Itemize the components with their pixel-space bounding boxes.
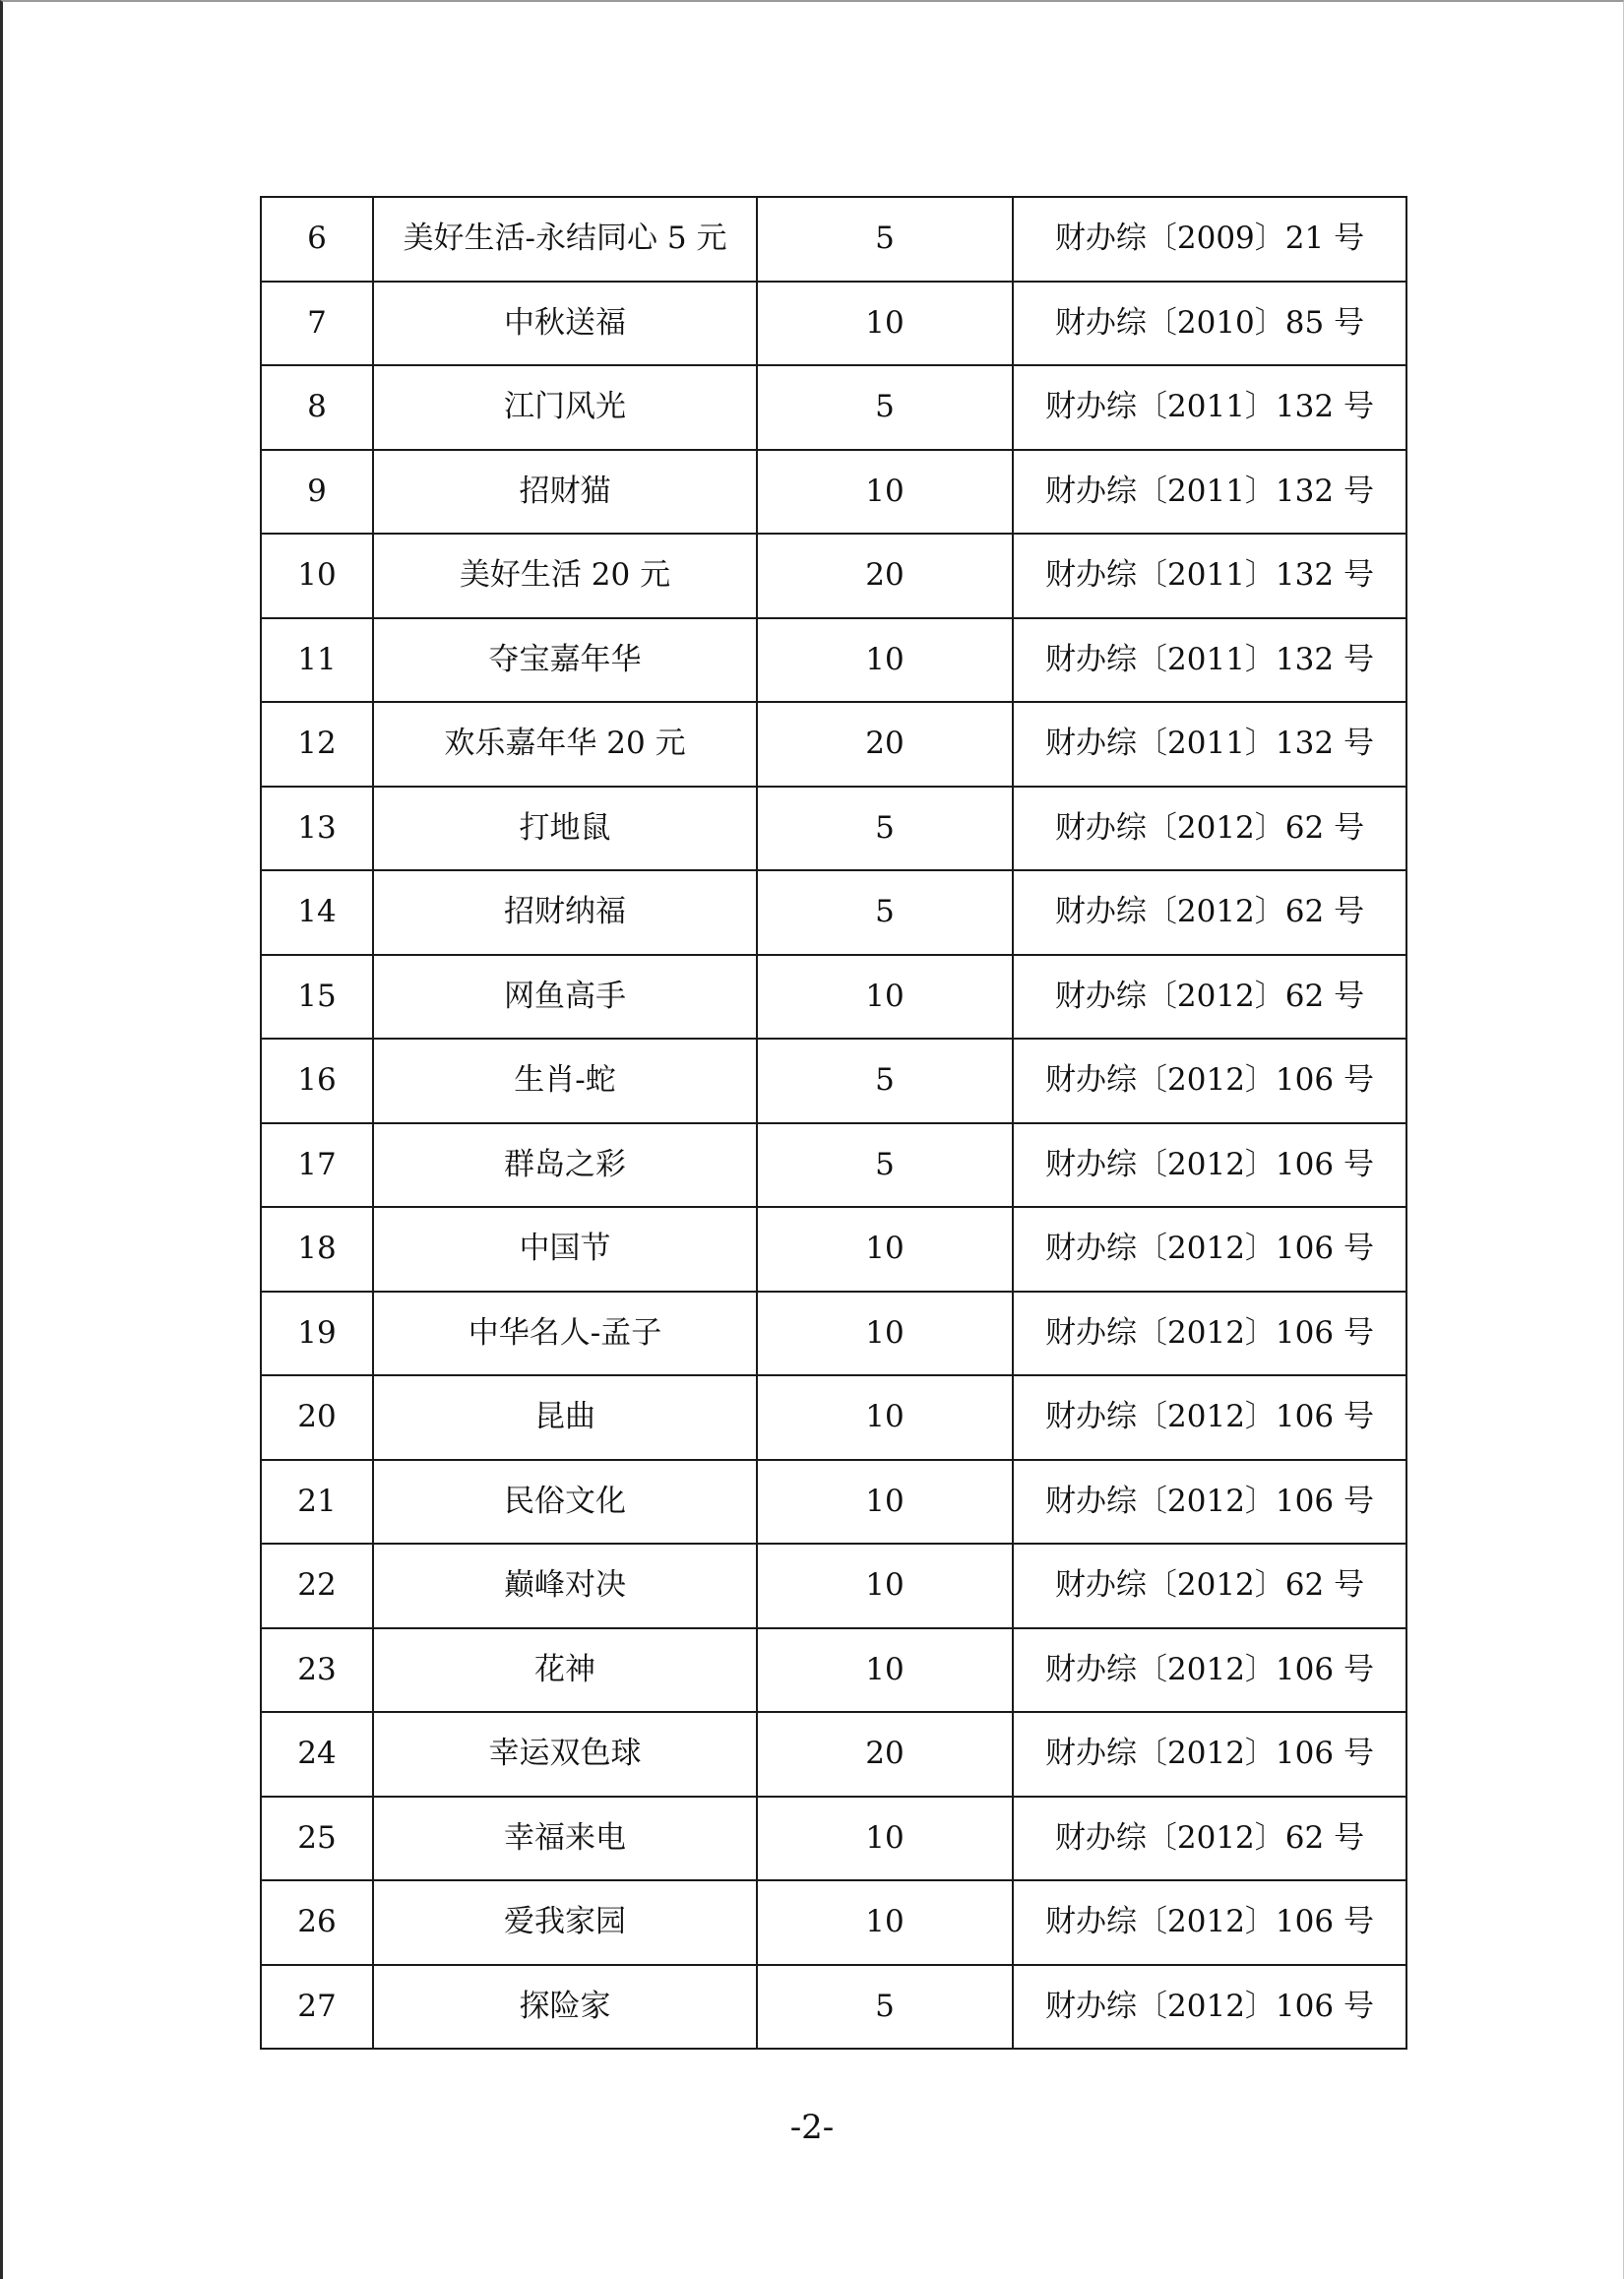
table-row — [261, 702, 1406, 787]
cell-document-ref: 财办综〔2012〕62 号 — [1013, 1797, 1406, 1881]
table-row — [261, 1544, 1406, 1628]
table-row — [261, 365, 1406, 450]
cell-name: 美好生活 20 元 — [373, 534, 757, 618]
cell-number: 11 — [261, 618, 373, 703]
cell-number: 6 — [261, 197, 373, 282]
cell-document-ref: 财办综〔2012〕106 号 — [1013, 1965, 1406, 2050]
cell-value: 10 — [757, 1375, 1013, 1460]
cell-name: 江门风光 — [373, 365, 757, 450]
table-row — [261, 787, 1406, 871]
cell-value: 10 — [757, 1797, 1013, 1881]
cell-name: 爱我家园 — [373, 1880, 757, 1965]
cell-document-ref: 财办综〔2012〕62 号 — [1013, 955, 1406, 1040]
cell-name: 欢乐嘉年华 20 元 — [373, 702, 757, 787]
table-body — [261, 197, 1406, 2049]
cell-value: 10 — [757, 1292, 1013, 1376]
cell-value: 5 — [757, 787, 1013, 871]
cell-value: 5 — [757, 197, 1013, 282]
cell-value: 5 — [757, 1039, 1013, 1123]
cell-name: 生肖-蛇 — [373, 1039, 757, 1123]
cell-number: 16 — [261, 1039, 373, 1123]
cell-document-ref: 财办综〔2012〕106 号 — [1013, 1712, 1406, 1797]
cell-name: 网鱼高手 — [373, 955, 757, 1040]
cell-number: 18 — [261, 1207, 373, 1292]
cell-document-ref: 财办综〔2011〕132 号 — [1013, 450, 1406, 535]
cell-number: 24 — [261, 1712, 373, 1797]
cell-name: 中秋送福 — [373, 282, 757, 366]
cell-number: 20 — [261, 1375, 373, 1460]
cell-document-ref: 财办综〔2012〕106 号 — [1013, 1460, 1406, 1545]
cell-number: 19 — [261, 1292, 373, 1376]
cell-value: 5 — [757, 1123, 1013, 1208]
cell-number: 8 — [261, 365, 373, 450]
cell-document-ref: 财办综〔2012〕106 号 — [1013, 1628, 1406, 1713]
cell-name: 昆曲 — [373, 1375, 757, 1460]
cell-value: 20 — [757, 1712, 1013, 1797]
cell-number: 22 — [261, 1544, 373, 1628]
cell-number: 25 — [261, 1797, 373, 1881]
table-row — [261, 870, 1406, 955]
cell-document-ref: 财办综〔2012〕106 号 — [1013, 1292, 1406, 1376]
table-row — [261, 534, 1406, 618]
cell-name: 招财猫 — [373, 450, 757, 535]
table-row — [261, 282, 1406, 366]
table-row — [261, 1712, 1406, 1797]
cell-document-ref: 财办综〔2011〕132 号 — [1013, 365, 1406, 450]
cell-value: 10 — [757, 1460, 1013, 1545]
table-row — [261, 1039, 1406, 1123]
cell-value: 10 — [757, 282, 1013, 366]
cell-name: 美好生活-永结同心 5 元 — [373, 197, 757, 282]
cell-value: 10 — [757, 955, 1013, 1040]
cell-number: 21 — [261, 1460, 373, 1545]
cell-name: 民俗文化 — [373, 1460, 757, 1545]
cell-value: 20 — [757, 702, 1013, 787]
lottery-table — [260, 196, 1407, 2050]
cell-number: 27 — [261, 1965, 373, 2050]
cell-document-ref: 财办综〔2012〕106 号 — [1013, 1375, 1406, 1460]
page-number: -2- — [789, 2108, 835, 2147]
cell-name: 中华名人-孟子 — [373, 1292, 757, 1376]
table-row — [261, 1965, 1406, 2050]
cell-value: 10 — [757, 1628, 1013, 1713]
cell-value: 10 — [757, 1880, 1013, 1965]
cell-name: 探险家 — [373, 1965, 757, 2050]
table-row — [261, 955, 1406, 1040]
cell-number: 23 — [261, 1628, 373, 1713]
table-row — [261, 618, 1406, 703]
cell-document-ref: 财办综〔2010〕85 号 — [1013, 282, 1406, 366]
cell-name: 巅峰对决 — [373, 1544, 757, 1628]
cell-name: 打地鼠 — [373, 787, 757, 871]
cell-value: 5 — [757, 365, 1013, 450]
cell-document-ref: 财办综〔2011〕132 号 — [1013, 618, 1406, 703]
cell-name: 中国节 — [373, 1207, 757, 1292]
cell-document-ref: 财办综〔2012〕106 号 — [1013, 1207, 1406, 1292]
table-row — [261, 197, 1406, 282]
cell-name: 群岛之彩 — [373, 1123, 757, 1208]
cell-value: 5 — [757, 1965, 1013, 2050]
cell-name: 夺宝嘉年华 — [373, 618, 757, 703]
cell-value: 10 — [757, 1207, 1013, 1292]
table-row — [261, 1880, 1406, 1965]
cell-value: 10 — [757, 1544, 1013, 1628]
cell-document-ref: 财办综〔2009〕21 号 — [1013, 197, 1406, 282]
cell-number: 15 — [261, 955, 373, 1040]
cell-value: 10 — [757, 450, 1013, 535]
cell-value: 20 — [757, 534, 1013, 618]
cell-number: 7 — [261, 282, 373, 366]
cell-name: 幸运双色球 — [373, 1712, 757, 1797]
cell-name: 招财纳福 — [373, 870, 757, 955]
table-row — [261, 1460, 1406, 1545]
cell-document-ref: 财办综〔2012〕62 号 — [1013, 870, 1406, 955]
table-row — [261, 1207, 1406, 1292]
table-row — [261, 450, 1406, 535]
table-row — [261, 1123, 1406, 1208]
table-row — [261, 1797, 1406, 1881]
cell-document-ref: 财办综〔2012〕106 号 — [1013, 1123, 1406, 1208]
table-row — [261, 1375, 1406, 1460]
table-row — [261, 1628, 1406, 1713]
cell-name: 花神 — [373, 1628, 757, 1713]
cell-document-ref: 财办综〔2012〕62 号 — [1013, 1544, 1406, 1628]
cell-number: 13 — [261, 787, 373, 871]
cell-value: 5 — [757, 870, 1013, 955]
cell-number: 12 — [261, 702, 373, 787]
cell-number: 14 — [261, 870, 373, 955]
cell-document-ref: 财办综〔2012〕62 号 — [1013, 787, 1406, 871]
lottery-table-container — [260, 196, 1405, 2050]
cell-document-ref: 财办综〔2011〕132 号 — [1013, 534, 1406, 618]
cell-document-ref: 财办综〔2012〕106 号 — [1013, 1039, 1406, 1123]
cell-number: 9 — [261, 450, 373, 535]
cell-document-ref: 财办综〔2012〕106 号 — [1013, 1880, 1406, 1965]
cell-number: 26 — [261, 1880, 373, 1965]
table-row — [261, 1292, 1406, 1376]
cell-name: 幸福来电 — [373, 1797, 757, 1881]
cell-number: 17 — [261, 1123, 373, 1208]
cell-document-ref: 财办综〔2011〕132 号 — [1013, 702, 1406, 787]
cell-value: 10 — [757, 618, 1013, 703]
cell-number: 10 — [261, 534, 373, 618]
